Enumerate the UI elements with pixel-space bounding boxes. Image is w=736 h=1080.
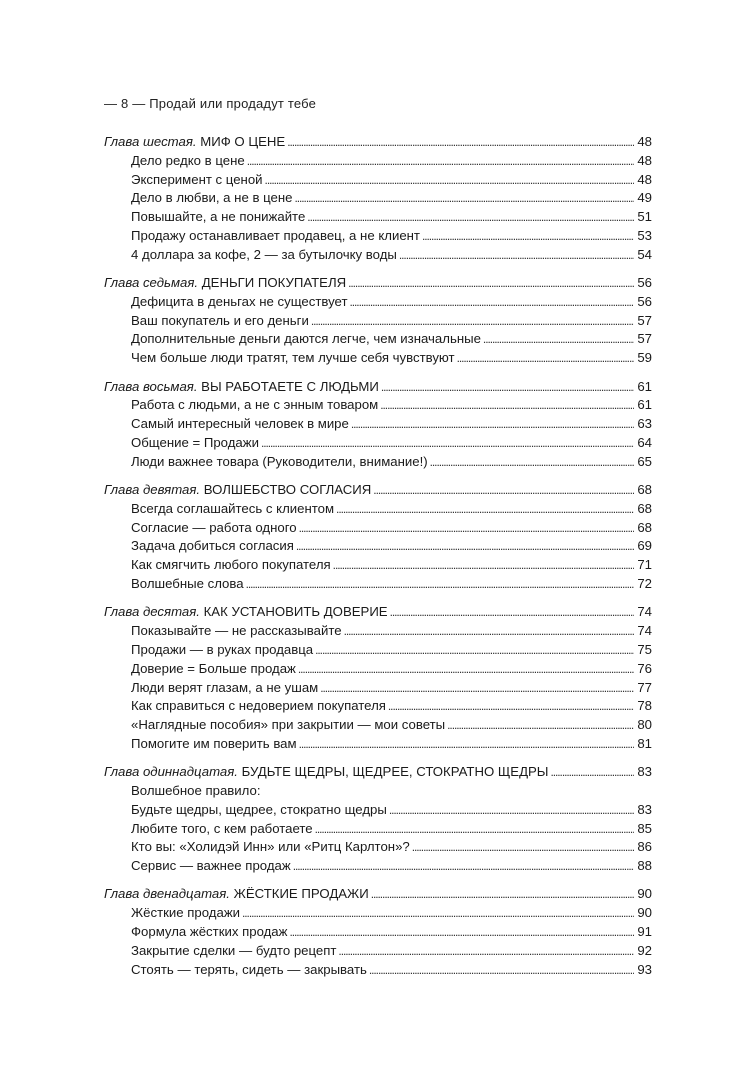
section-row — [104, 349, 652, 368]
dot-leader — [247, 152, 634, 171]
chapter-title — [104, 274, 346, 293]
running-head: — 8 — Продай или продадут тебе — [104, 96, 317, 111]
section-row — [104, 923, 652, 942]
section-title: Сервис — важнее продаж — [131, 858, 291, 874]
dot-leader — [315, 820, 634, 839]
page-number: 74 — [637, 623, 652, 639]
chapter-name: ЖЁСТКИЕ ПРОДАЖИ — [233, 886, 369, 902]
page-number: 91 — [637, 924, 652, 940]
chapter-row — [104, 378, 652, 397]
section-title: Эксперимент с ценой — [131, 171, 263, 187]
page-number: 92 — [637, 942, 652, 958]
page-number: 49 — [637, 190, 652, 206]
section-title: Формула жёстких продаж — [131, 924, 288, 940]
dot-leader — [344, 622, 634, 641]
page-number: 53 — [637, 227, 652, 243]
section-title: Самый интересный человек в мире — [131, 416, 349, 432]
chapter-name: ДЕНЬГИ ПОКУПАТЕЛЯ — [201, 275, 347, 291]
page-number: 80 — [637, 717, 652, 733]
page-number: 88 — [637, 858, 652, 874]
page-number: 71 — [637, 557, 652, 573]
section-row — [104, 820, 652, 839]
page-number: 72 — [637, 576, 652, 592]
section-title: Как справиться с недоверием покупателя — [131, 698, 386, 714]
dot-leader — [351, 415, 634, 434]
dot-leader — [390, 603, 634, 622]
dot-leader — [399, 246, 634, 265]
section-title: Волшебное правило: — [131, 783, 261, 798]
section-title: Жёсткие продажи — [131, 905, 241, 921]
dot-leader — [447, 716, 634, 735]
page-number: 54 — [637, 246, 652, 262]
chapter-name: ВОЛШЕБСТВО СОГЛАСИЯ — [203, 482, 372, 498]
dot-leader — [246, 575, 634, 594]
dot-leader — [380, 396, 634, 415]
page-number: 61 — [637, 378, 652, 394]
section-row — [104, 246, 652, 265]
section-row — [104, 857, 652, 876]
section-title: Закрытие сделки — будто рецепт — [131, 942, 337, 958]
section-title: «Наглядные пособия» при закрытии — мои советы — [131, 717, 446, 733]
chapter-title — [104, 885, 369, 904]
page-number: 48 — [637, 152, 652, 168]
table-of-contents — [104, 133, 652, 979]
section-title: Общение = Продажи — [131, 434, 259, 450]
section-title: Как смягчить любого покупателя — [131, 557, 331, 573]
section-row — [104, 961, 652, 980]
page-number: 86 — [637, 839, 652, 855]
page-number: 77 — [637, 679, 652, 695]
section-row — [104, 312, 652, 331]
section-title: Помогите им поверить вам — [131, 735, 297, 751]
page-number: 90 — [637, 905, 652, 921]
dot-leader — [483, 330, 634, 349]
chapter-prefix: Глава шестая. — [104, 134, 197, 149]
page-number: 75 — [637, 641, 652, 657]
section-title: Доверие = Больше продаж — [131, 660, 296, 676]
chapter-row — [104, 603, 652, 622]
section-row — [104, 697, 652, 716]
section-title: Дефицита в деньгах не существует — [131, 293, 348, 309]
section-row — [104, 556, 652, 575]
page-number: 61 — [637, 397, 652, 413]
page-number: 63 — [637, 416, 652, 432]
section-title: Люди верят глазам, а не ушам — [131, 679, 319, 695]
chapter-row — [104, 274, 652, 293]
page-number: 51 — [637, 209, 652, 225]
chapter-title — [104, 378, 379, 397]
chapter-prefix: Глава девятая. — [104, 482, 201, 498]
page-number: 48 — [637, 171, 652, 187]
dot-leader — [261, 434, 634, 453]
chapter-prefix: Глава двенадцатая. — [104, 886, 230, 902]
section-row — [104, 716, 652, 735]
chapter-name: КАК УСТАНОВИТЬ ДОВЕРИЕ — [203, 604, 388, 620]
section-title: Работа с людьми, а не с энным товаром — [131, 397, 379, 413]
chapter-prefix: Глава седьмая. — [104, 275, 199, 291]
section-title: Чем больше люди тратят, тем лучше себя чувствуют — [131, 350, 455, 366]
dot-leader — [412, 838, 634, 857]
section-row — [104, 415, 652, 434]
page-number: 85 — [637, 820, 652, 836]
dot-leader — [320, 679, 634, 698]
section-title: Согласие — работа одного — [131, 519, 297, 535]
chapter-name: БУДЬТЕ ЩЕДРЫ, ЩЕДРЕЕ, СТОКРАТНО ЩЕДРЫ — [241, 764, 549, 780]
section-row — [104, 152, 652, 171]
page-number: 56 — [637, 293, 652, 309]
section-row — [104, 679, 652, 698]
section-title: Всегда соглашайтесь с клиентом — [131, 500, 335, 516]
section-row — [104, 189, 652, 208]
section-row — [104, 904, 652, 923]
page-number: 81 — [637, 735, 652, 751]
page-number: 68 — [637, 482, 652, 498]
section-row — [104, 500, 652, 519]
page-number: 48 — [637, 134, 652, 149]
section-row — [104, 838, 652, 857]
dot-leader — [333, 556, 634, 575]
dot-leader — [422, 227, 634, 246]
dot-leader — [242, 904, 634, 923]
section-title: Дело в любви, а не в цене — [131, 190, 293, 206]
page-number: 68 — [637, 519, 652, 535]
section-row — [104, 575, 652, 594]
page-number: 74 — [637, 604, 652, 620]
section-row — [104, 660, 652, 679]
dot-leader — [311, 312, 634, 331]
dot-leader — [371, 885, 634, 904]
dot-leader — [430, 453, 634, 472]
section-title: Волшебные слова — [131, 576, 244, 592]
section-title: Дело редко в цене — [131, 152, 245, 168]
page-number: 56 — [637, 275, 652, 291]
section-row — [104, 782, 652, 801]
dot-leader — [307, 208, 634, 227]
section-title: Продажи — в руках продавца — [131, 641, 314, 657]
chapter-title — [104, 603, 388, 622]
dot-leader — [388, 697, 634, 716]
page-number: 69 — [637, 538, 652, 554]
chapter-title — [104, 763, 548, 782]
dot-leader — [389, 801, 634, 820]
page-number: 64 — [637, 434, 652, 450]
page-number: 76 — [637, 660, 652, 676]
dot-leader — [299, 519, 634, 538]
chapter-prefix: Глава восьмая. — [104, 378, 198, 394]
section-title: Ваш покупатель и его деньги — [131, 312, 309, 328]
dot-leader — [336, 500, 634, 519]
chapter-row — [104, 763, 652, 782]
section-row — [104, 801, 652, 820]
chapter-title — [104, 481, 371, 500]
dot-leader — [289, 923, 634, 942]
dot-leader — [299, 735, 634, 754]
section-title: Стоять — терять, сидеть — закрывать — [131, 961, 367, 977]
section-row — [104, 396, 652, 415]
page-number: 83 — [637, 764, 652, 780]
dot-leader — [294, 189, 634, 208]
page-number: 90 — [637, 886, 652, 902]
chapter-name: ВЫ РАБОТАЕТЕ С ЛЮДЬМИ — [201, 378, 379, 394]
section-title: Люди важнее товара (Руководители, внимание!) — [131, 453, 428, 469]
chapter-name: МИФ О ЦЕНЕ — [200, 134, 286, 149]
page-number: 65 — [637, 453, 652, 469]
chapter-prefix: Глава одиннадцатая. — [104, 764, 238, 780]
section-title: Продажу останавливает продавец, а не клиент — [131, 227, 420, 243]
dot-leader — [373, 481, 634, 500]
page-number: 78 — [637, 698, 652, 714]
section-row — [104, 293, 652, 312]
dot-leader — [315, 641, 634, 660]
section-title: Показывайте — не рассказывайте — [131, 623, 342, 639]
dot-leader — [381, 378, 634, 397]
chapter-title — [104, 133, 285, 152]
dot-leader — [457, 349, 634, 368]
section-title: Дополнительные деньги даются легче, чем изначальные — [131, 331, 481, 347]
page-number: 83 — [637, 801, 652, 817]
section-row — [104, 622, 652, 641]
chapter-row — [104, 133, 652, 152]
section-row — [104, 537, 652, 556]
dot-leader — [369, 961, 634, 980]
chapter-row — [104, 481, 652, 500]
section-title: Кто вы: «Холидэй Инн» или «Ритц Карлтон»? — [131, 839, 410, 855]
chapter-row — [104, 885, 652, 904]
section-title: Задача добиться согласия — [131, 538, 294, 554]
dot-leader — [348, 274, 634, 293]
page-number: 59 — [637, 350, 652, 366]
dot-leader — [550, 763, 634, 782]
dot-leader — [298, 660, 634, 679]
section-row — [104, 453, 652, 472]
section-row — [104, 519, 652, 538]
page-number: 57 — [637, 331, 652, 347]
section-title: 4 доллара за кофе, 2 — за бутылочку воды — [131, 246, 397, 262]
dot-leader — [338, 942, 634, 961]
dot-leader — [296, 537, 634, 556]
dot-leader — [293, 857, 634, 876]
section-title: Повышайте, а не понижайте — [131, 209, 306, 225]
dot-leader — [350, 293, 635, 312]
section-row — [104, 641, 652, 660]
section-row — [104, 735, 652, 754]
section-row — [104, 434, 652, 453]
chapter-prefix: Глава десятая. — [104, 604, 200, 620]
section-row — [104, 171, 652, 190]
section-row — [104, 208, 652, 227]
section-title: Будьте щедры, щедрее, стократно щедры — [131, 801, 387, 817]
page-number: 93 — [637, 961, 652, 977]
page-number: 68 — [637, 500, 652, 516]
page-number: 57 — [637, 312, 652, 328]
section-title: Любите того, с кем работаете — [131, 820, 313, 836]
dot-leader — [287, 133, 634, 152]
section-row — [104, 330, 652, 349]
section-row — [104, 227, 652, 246]
dot-leader — [265, 171, 634, 190]
section-row — [104, 942, 652, 961]
